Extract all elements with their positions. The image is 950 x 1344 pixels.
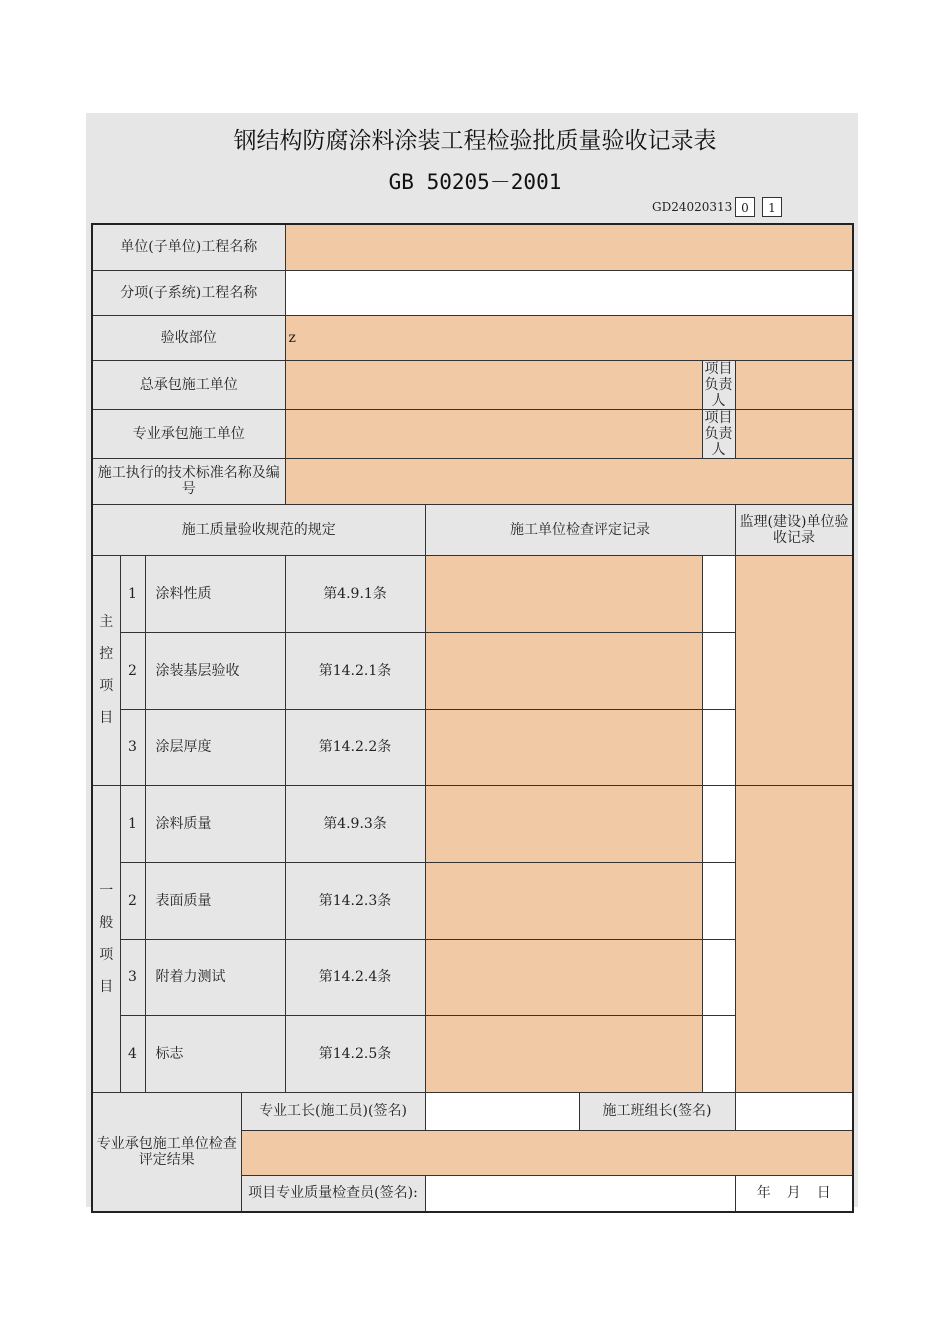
main-item-clause: 第4.9.1条 <box>285 555 425 632</box>
project-manager-input-2[interactable] <box>735 409 853 458</box>
sub-project-input[interactable] <box>285 270 853 315</box>
date-year-label: 年 <box>756 1185 771 1202</box>
general-item-record-extra[interactable] <box>702 939 735 1015</box>
main-item-record[interactable] <box>425 632 702 709</box>
main-item-clause: 第14.2.2条 <box>285 709 425 785</box>
form-code: GD24020313 <box>652 200 733 214</box>
main-item-name: 涂装基层验收 <box>145 632 285 709</box>
general-item-name: 表面质量 <box>145 862 285 939</box>
general-item-record[interactable] <box>425 862 702 939</box>
inspection-part-label: 验收部位 <box>92 315 285 360</box>
general-items-label: 一般项目 <box>92 785 120 1092</box>
technical-standard-input[interactable] <box>285 458 853 504</box>
general-item-clause: 第14.2.5条 <box>285 1015 425 1092</box>
inspection-form-table <box>91 223 854 1213</box>
main-item-no: 2 <box>120 632 145 709</box>
contractor-result-label: 专业承包施工单位检查评定结果 <box>92 1092 241 1212</box>
general-item-record[interactable] <box>425 1015 702 1092</box>
spec-column-header: 施工质量验收规范的规定 <box>92 504 425 555</box>
foreman-signature-label: 专业工长(施工员)(签名) <box>241 1092 425 1130</box>
main-item-record[interactable] <box>425 555 702 632</box>
general-item-record-extra[interactable] <box>702 1015 735 1092</box>
general-item-clause: 第14.2.3条 <box>285 862 425 939</box>
signature-date[interactable] <box>735 1175 853 1212</box>
general-contractor-input[interactable] <box>285 360 702 409</box>
team-leader-signature-input[interactable] <box>735 1092 853 1130</box>
specialty-contractor-label: 专业承包施工单位 <box>92 409 285 458</box>
main-item-no: 3 <box>120 709 145 785</box>
form-title: 钢结构防腐涂料涂装工程检验批质量验收记录表 <box>233 128 717 154</box>
main-item-record[interactable] <box>425 709 702 785</box>
technical-standard-label: 施工执行的技术标准名称及编号 <box>92 458 285 504</box>
date-day-label: 日 <box>816 1185 831 1202</box>
general-item-record-extra[interactable] <box>702 785 735 862</box>
general-item-record-extra[interactable] <box>702 862 735 939</box>
inspection-result-input[interactable] <box>241 1130 853 1175</box>
code-box-2[interactable]: 1 <box>762 197 782 217</box>
supervision-column-header: 监理(建设)单位验收记录 <box>735 504 853 555</box>
specialty-contractor-input[interactable] <box>285 409 702 458</box>
general-item-record[interactable] <box>425 785 702 862</box>
main-items-supervision-record[interactable] <box>735 555 853 785</box>
main-item-name: 涂料性质 <box>145 555 285 632</box>
main-item-clause: 第14.2.1条 <box>285 632 425 709</box>
general-item-name: 涂料质量 <box>145 785 285 862</box>
record-column-header: 施工单位检查评定记录 <box>425 504 735 555</box>
general-items-supervision-record[interactable] <box>735 785 853 1092</box>
general-item-no: 3 <box>120 939 145 1015</box>
foreman-signature-input[interactable] <box>425 1092 579 1130</box>
quality-inspector-signature-input[interactable] <box>425 1175 735 1212</box>
general-item-record[interactable] <box>425 939 702 1015</box>
general-item-no: 2 <box>120 862 145 939</box>
general-item-no: 1 <box>120 785 145 862</box>
main-item-record-extra[interactable] <box>702 555 735 632</box>
main-item-record-extra[interactable] <box>702 632 735 709</box>
general-item-clause: 第14.2.4条 <box>285 939 425 1015</box>
sub-project-label: 分项(子系统)工程名称 <box>92 270 285 315</box>
project-manager-label-1: 项目负责人 <box>702 360 735 409</box>
general-item-name: 附着力测试 <box>145 939 285 1015</box>
general-item-name: 标志 <box>145 1015 285 1092</box>
general-contractor-label: 总承包施工单位 <box>92 360 285 409</box>
project-manager-label-2: 项目负责人 <box>702 409 735 458</box>
inspection-part-input[interactable]: z <box>285 315 853 360</box>
standard-number: GB 50205－2001 <box>388 170 562 194</box>
code-box-1[interactable]: 0 <box>735 197 755 217</box>
date-month-label: 月 <box>786 1185 801 1202</box>
team-leader-signature-label: 施工班组长(签名) <box>579 1092 735 1130</box>
unit-project-label: 单位(子单位)工程名称 <box>92 224 285 270</box>
main-item-record-extra[interactable] <box>702 709 735 785</box>
quality-inspector-label: 项目专业质量检查员(签名): <box>241 1175 425 1212</box>
general-item-no: 4 <box>120 1015 145 1092</box>
unit-project-input[interactable] <box>285 224 853 270</box>
main-item-name: 涂层厚度 <box>145 709 285 785</box>
main-item-no: 1 <box>120 555 145 632</box>
project-manager-input-1[interactable] <box>735 360 853 409</box>
main-items-label: 主控项目 <box>92 555 120 785</box>
general-item-clause: 第4.9.3条 <box>285 785 425 862</box>
